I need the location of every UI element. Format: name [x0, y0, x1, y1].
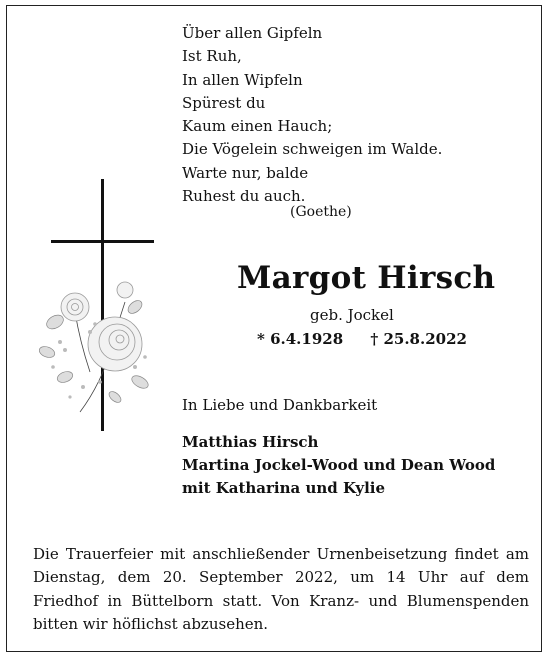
roses-image — [35, 272, 155, 422]
obituary-frame — [6, 5, 542, 652]
poem-line: In allen Wipfeln — [182, 70, 303, 89]
mourner-name: Matthias Hirsch — [182, 433, 319, 451]
death-date: † 25.8.2022 — [370, 330, 467, 348]
mourners-list — [182, 431, 495, 500]
poem-line: Über allen Gipfeln — [182, 24, 323, 42]
poem-line: Warte nur, balde — [182, 163, 309, 182]
poem-line: Die Vögelein schweigen im Walde. — [182, 140, 443, 159]
mourner-name: mit Katharina und Kylie — [182, 479, 386, 497]
mourners-intro: In Liebe und Dankbarkeit — [182, 396, 378, 414]
cross-icon-bar — [51, 240, 154, 243]
life-dates — [257, 330, 489, 348]
poem — [182, 22, 442, 208]
deceased-name: Margot Hirsch — [237, 260, 496, 296]
poem-line: Kaum einen Hauch; — [182, 117, 333, 136]
birth-name: geb. Jockel — [310, 306, 394, 324]
funeral-notice: Die Trauerfeier mit anschließender Urnenbeisetzung findet am Dienstag, dem 20. September 2022, um 14 Uhr auf dem Friedhof in Büttelborn statt. Von Kranz- und Blumenspenden bitten wir höflichst abzusehen. — [33, 545, 529, 633]
poem-line: Spürest du — [182, 93, 266, 112]
poem-line: Ist Ruh, — [182, 47, 242, 66]
birth-date: * 6.4.1928 — [257, 330, 344, 348]
poem-author: (Goethe) — [290, 204, 352, 220]
mourner-name: Martina Jockel-Wood und Dean Wood — [182, 456, 496, 474]
poem-line: Ruhest du auch. — [182, 187, 306, 206]
